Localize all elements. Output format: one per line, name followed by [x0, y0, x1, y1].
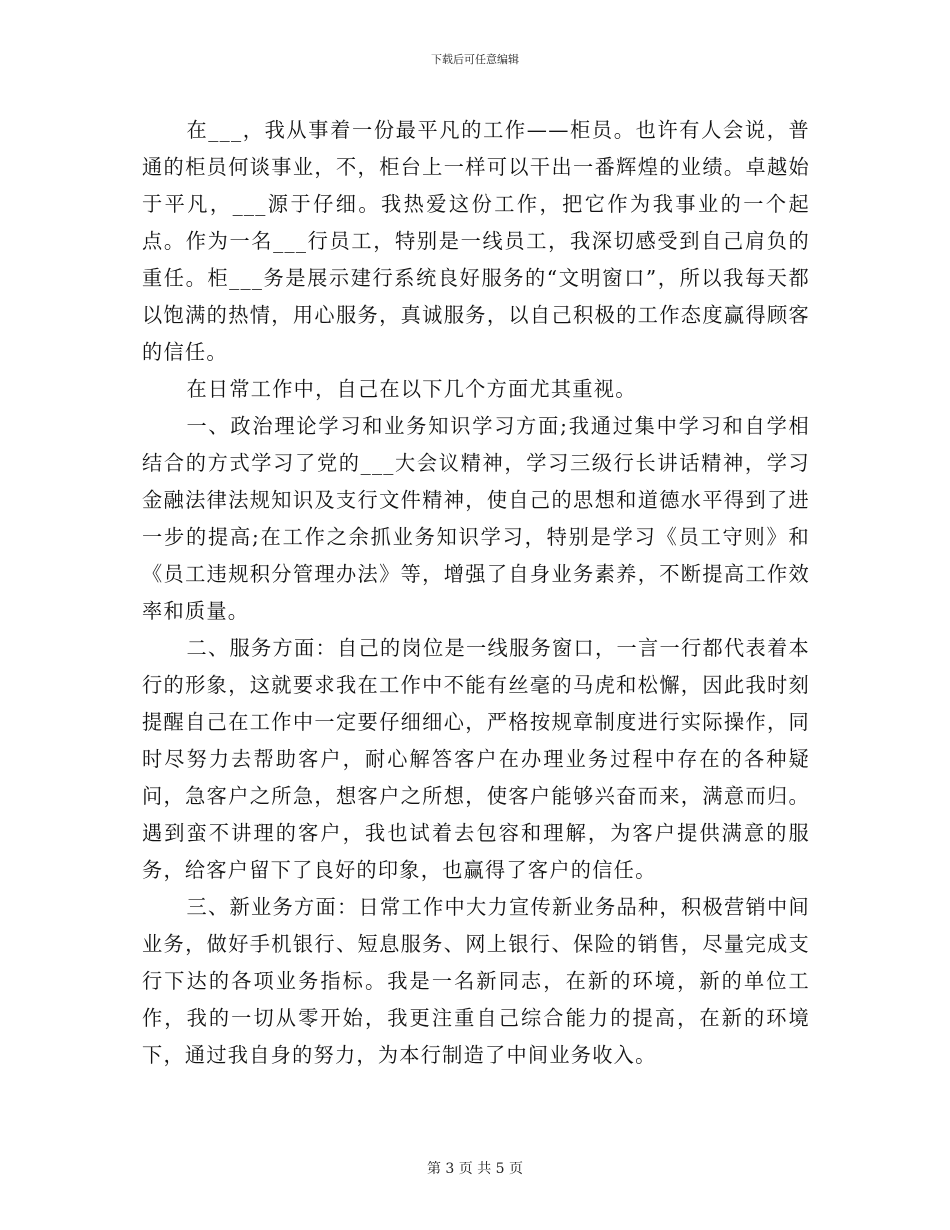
paragraph-study: 一、政治理论学习和业务知识学习方面;我通过集中学习和自学相结合的方式学习了党的___大会议精神，学习三级行长讲话精神，学习金融法律法规知识及支行文件精神，使自己的思想和道德水平得到了进一步的提高;在工作之余抓业务知识学习，特别是学习《员工守则》和《员工违规积分管理办法》等，增强了自身业务素养，不断提高工作效率和质量。 [142, 414, 810, 623]
document-body [142, 112, 810, 1074]
paragraph-overview: 在日常工作中，自己在以下几个方面尤其重视。 [186, 377, 637, 401]
paragraph-service: 二、服务方面：自己的岗位是一线服务窗口，一言一行都代表着本行的形象，这就要求我在工作中不能有丝毫的马虎和松懈，因此我时刻提醒自己在工作中一定要仔细细心，严格按规章制度进行实际操作，同时尽努力去帮助客户，耐心解答客户在办理业务过程中存在的各种疑问，急客户之所急，想客户之所想，使客户能够兴奋而来，满意而归。遇到蛮不讲理的客户，我也试着去包容和理解，为客户提供满意的服务，给客户留下了良好的印象，也赢得了客户的信任。 [142, 636, 810, 882]
page-number: 第 3 页 共 5 页 [426, 1161, 524, 1177]
paragraph-new-business: 三、新业务方面：日常工作中大力宣传新业务品种，积极营销中间业务，做好手机银行、短息服务、网上银行、保险的销售，尽量完成支行下达的各项业务指标。我是一名新同志，在新的环境，新的单位工作，我的一切从零开始，我更注重自己综合能力的提高，在新的环境下，通过我自身的努力，为本行制造了中间业务收入。 [142, 895, 810, 1067]
paragraph-intro: 在___，我从事着一份最平凡的工作——柜员。也许有人会说，普通的柜员何谈事业，不，柜台上一样可以干出一番辉煌的业绩。卓越始于平凡，___源于仔细。我热爱这份工作，把它作为我事业的一个起点。作为一名___行员工，特别是一线员工，我深切感受到自己肩负的重任。柜___务是展示建行系统良好服务的“文明窗口”，所以我每天都以饱满的热情，用心服务，真诚服务，以自己积极的工作态度赢得顾客的信任。 [142, 118, 810, 364]
page-header: 下载后可任意编辑 [431, 53, 519, 66]
